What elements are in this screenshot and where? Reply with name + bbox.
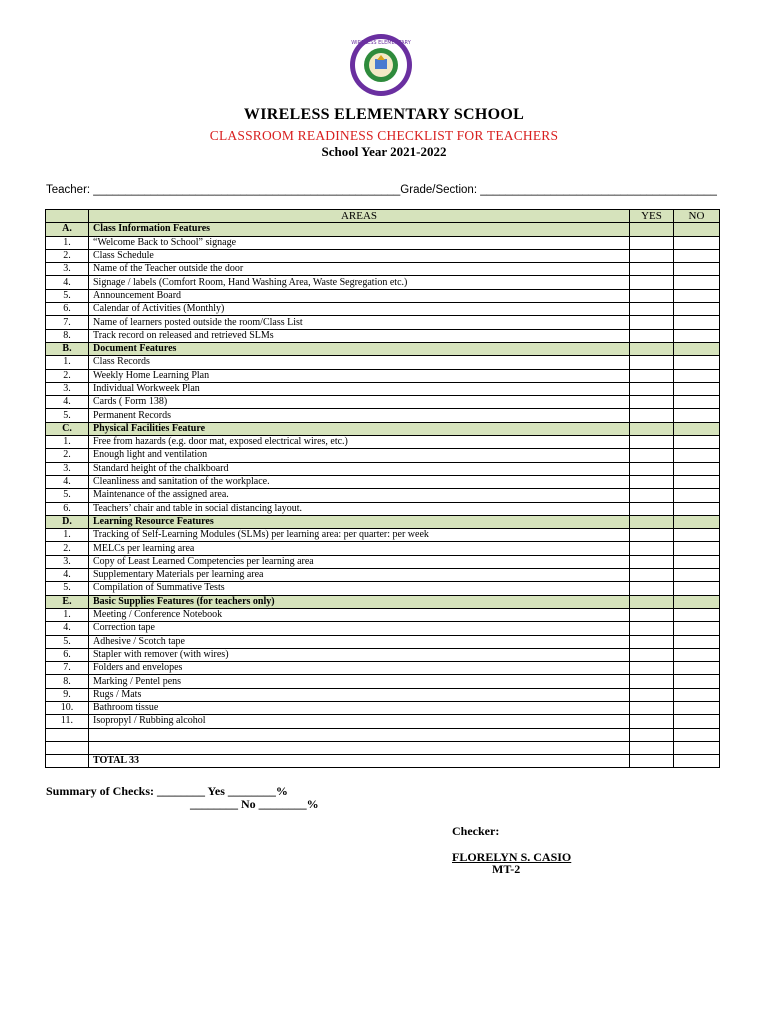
item-number: 4.	[46, 622, 89, 635]
item-number: 9.	[46, 688, 89, 701]
item-label: Compilation of Summative Tests	[89, 582, 630, 595]
yes-checkbox-cell[interactable]	[630, 249, 674, 262]
table-row	[46, 608, 720, 621]
no-checkbox-cell[interactable]	[674, 489, 720, 502]
item-number: 2.	[46, 249, 89, 262]
item-label: Bathroom tissue	[89, 701, 630, 714]
yes-checkbox-cell[interactable]	[630, 409, 674, 422]
table-row	[46, 316, 720, 329]
yes-checkbox-cell[interactable]	[630, 529, 674, 542]
item-number: 4.	[46, 396, 89, 409]
table-row	[46, 475, 720, 488]
table-row	[46, 489, 720, 502]
yes-checkbox-cell	[630, 223, 674, 236]
table-row	[46, 741, 720, 754]
item-label	[89, 728, 630, 741]
school-name: WIRELESS ELEMENTARY SCHOOL	[243, 106, 525, 123]
no-checkbox-cell[interactable]	[674, 289, 720, 302]
no-checkbox-cell[interactable]	[674, 276, 720, 289]
no-checkbox-cell[interactable]	[674, 582, 720, 595]
item-number: 5.	[46, 409, 89, 422]
section-title: Class Information Features	[89, 223, 630, 236]
table-row	[46, 529, 720, 542]
table-row	[46, 409, 720, 422]
checker-label: Checker:	[452, 824, 500, 838]
item-number	[46, 755, 89, 768]
yes-checkbox-cell[interactable]	[630, 688, 674, 701]
no-checkbox-cell	[674, 422, 720, 435]
yes-checkbox-cell[interactable]	[630, 741, 674, 754]
item-label: Class Schedule	[89, 249, 630, 262]
yes-checkbox-cell[interactable]	[630, 701, 674, 714]
item-number: 11.	[46, 715, 89, 728]
no-checkbox-cell[interactable]	[674, 356, 720, 369]
no-checkbox-cell[interactable]	[674, 249, 720, 262]
item-label: Standard height of the chalkboard	[89, 462, 630, 475]
summary-yes-line: Summary of Checks: ________ Yes ________%	[46, 784, 288, 798]
header-num	[46, 210, 89, 223]
table-row	[46, 542, 720, 555]
yes-checkbox-cell[interactable]	[630, 356, 674, 369]
no-checkbox-cell[interactable]	[674, 622, 720, 635]
item-label: MELCs per learning area	[89, 542, 630, 555]
item-label: Track record on released and retrieved SLMs	[89, 329, 630, 342]
yes-checkbox-cell[interactable]	[630, 276, 674, 289]
no-checkbox-cell[interactable]	[674, 396, 720, 409]
no-checkbox-cell[interactable]	[674, 475, 720, 488]
item-number: 7.	[46, 662, 89, 675]
item-number: 2.	[46, 369, 89, 382]
yes-checkbox-cell[interactable]	[630, 263, 674, 276]
item-number: A.	[46, 223, 89, 236]
yes-checkbox-cell[interactable]	[630, 569, 674, 582]
table-row	[46, 356, 720, 369]
yes-checkbox-cell[interactable]	[630, 755, 674, 768]
table-row	[46, 382, 720, 395]
yes-checkbox-cell[interactable]	[630, 675, 674, 688]
yes-checkbox-cell[interactable]	[630, 369, 674, 382]
no-checkbox-cell[interactable]	[674, 462, 720, 475]
table-row	[46, 688, 720, 701]
no-checkbox-cell[interactable]	[674, 329, 720, 342]
item-label: Copy of Least Learned Competencies per learning area	[89, 555, 630, 568]
logo-text: WIRELESS ELEMENTARY	[351, 40, 411, 46]
item-label: Name of learners posted outside the room/Class List	[89, 316, 630, 329]
yes-checkbox-cell	[630, 342, 674, 355]
section-row	[46, 342, 720, 355]
item-label: Weekly Home Learning Plan	[89, 369, 630, 382]
no-checkbox-cell[interactable]	[674, 741, 720, 754]
no-checkbox-cell[interactable]	[674, 755, 720, 768]
checklist-rows	[46, 223, 720, 768]
item-number: 5.	[46, 289, 89, 302]
item-label: Teachers’ chair and table in social distancing layout.	[89, 502, 630, 515]
item-number: 3.	[46, 555, 89, 568]
table-row	[46, 396, 720, 409]
table-header-row	[46, 210, 720, 223]
header-areas: AREAS	[89, 210, 630, 223]
item-label: Free from hazards (e.g. door mat, exposed electrical wires, etc.)	[89, 436, 630, 449]
item-label: Stapler with remover (with wires)	[89, 648, 630, 661]
item-number: B.	[46, 342, 89, 355]
table-row	[46, 582, 720, 595]
item-number: 10.	[46, 701, 89, 714]
item-label: Rugs / Mats	[89, 688, 630, 701]
no-checkbox-cell[interactable]	[674, 316, 720, 329]
item-label: Cards ( Form 138)	[89, 396, 630, 409]
table-row	[46, 569, 720, 582]
table-row	[46, 462, 720, 475]
item-label: Signage / labels (Comfort Room, Hand Washing Area, Waste Segregation etc.)	[89, 276, 630, 289]
item-label: Folders and envelopes	[89, 662, 630, 675]
no-checkbox-cell	[674, 223, 720, 236]
table-row	[46, 329, 720, 342]
item-number: 1.	[46, 608, 89, 621]
item-number: E.	[46, 595, 89, 608]
yes-checkbox-cell[interactable]	[630, 396, 674, 409]
checklist-table	[45, 209, 720, 768]
item-number: 6.	[46, 648, 89, 661]
section-row	[46, 515, 720, 528]
table-row	[46, 289, 720, 302]
no-checkbox-cell[interactable]	[674, 529, 720, 542]
yes-checkbox-cell[interactable]	[630, 635, 674, 648]
header-no: NO	[674, 210, 720, 223]
item-label: Tracking of Self-Learning Modules (SLMs) per learning area: per quarter: per week	[89, 529, 630, 542]
yes-checkbox-cell[interactable]	[630, 329, 674, 342]
no-checkbox-cell[interactable]	[674, 688, 720, 701]
item-number: D.	[46, 515, 89, 528]
item-number: 4.	[46, 475, 89, 488]
item-label: “Welcome Back to School” signage	[89, 236, 630, 249]
item-label: Adhesive / Scotch tape	[89, 635, 630, 648]
yes-checkbox-cell[interactable]	[630, 608, 674, 621]
item-number: 5.	[46, 635, 89, 648]
yes-checkbox-cell[interactable]	[630, 648, 674, 661]
table-row	[46, 662, 720, 675]
item-label: Isopropyl / Rubbing alcohol	[89, 715, 630, 728]
section-row	[46, 422, 720, 435]
item-label: Supplementary Materials per learning area	[89, 569, 630, 582]
section-row	[46, 223, 720, 236]
item-label: Calendar of Activities (Monthly)	[89, 303, 630, 316]
table-row	[46, 249, 720, 262]
school-year: School Year 2021-2022	[321, 144, 447, 159]
item-label: TOTAL 33	[89, 755, 630, 768]
table-row	[46, 622, 720, 635]
item-label: Enough light and ventilation	[89, 449, 630, 462]
table-row	[46, 555, 720, 568]
yes-checkbox-cell[interactable]	[630, 449, 674, 462]
yes-checkbox-cell[interactable]	[630, 462, 674, 475]
item-number: 3.	[46, 263, 89, 276]
table-row	[46, 701, 720, 714]
section-title: Document Features	[89, 342, 630, 355]
table-row	[46, 648, 720, 661]
item-label	[89, 741, 630, 754]
item-number: 8.	[46, 329, 89, 342]
no-checkbox-cell[interactable]	[674, 303, 720, 316]
section-title: Physical Facilities Feature	[89, 422, 630, 435]
item-number: 5.	[46, 582, 89, 595]
table-row	[46, 436, 720, 449]
yes-checkbox-cell[interactable]	[630, 303, 674, 316]
section-title: Basic Supplies Features (for teachers only)	[89, 595, 630, 608]
no-checkbox-cell[interactable]	[674, 263, 720, 276]
no-checkbox-cell[interactable]	[674, 635, 720, 648]
item-number: 1.	[46, 236, 89, 249]
no-checkbox-cell[interactable]	[674, 662, 720, 675]
item-number: 3.	[46, 462, 89, 475]
table-row	[46, 449, 720, 462]
yes-checkbox-cell[interactable]	[630, 316, 674, 329]
table-row	[46, 369, 720, 382]
item-number	[46, 741, 89, 754]
item-number: 1.	[46, 356, 89, 369]
yes-checkbox-cell[interactable]	[630, 622, 674, 635]
yes-checkbox-cell[interactable]	[630, 382, 674, 395]
item-number: 1.	[46, 529, 89, 542]
item-number: 3.	[46, 382, 89, 395]
yes-checkbox-cell[interactable]	[630, 662, 674, 675]
checker-name: FLORELYN S. CASIO	[452, 850, 572, 864]
section-row	[46, 595, 720, 608]
yes-checkbox-cell[interactable]	[630, 236, 674, 249]
no-checkbox-cell[interactable]	[674, 728, 720, 741]
table-row	[46, 303, 720, 316]
item-label: Cleanliness and sanitation of the workplace.	[89, 475, 630, 488]
yes-checkbox-cell[interactable]	[630, 436, 674, 449]
item-number: 1.	[46, 436, 89, 449]
no-checkbox-cell[interactable]	[674, 502, 720, 515]
no-checkbox-cell[interactable]	[674, 715, 720, 728]
no-checkbox-cell	[674, 515, 720, 528]
item-number: 5.	[46, 489, 89, 502]
no-checkbox-cell[interactable]	[674, 449, 720, 462]
no-checkbox-cell[interactable]	[674, 555, 720, 568]
item-number: 7.	[46, 316, 89, 329]
no-checkbox-cell[interactable]	[674, 436, 720, 449]
table-row	[46, 635, 720, 648]
item-number: 2.	[46, 449, 89, 462]
yes-checkbox-cell[interactable]	[630, 715, 674, 728]
item-label: Marking / Pentel pens	[89, 675, 630, 688]
item-label: Class Records	[89, 356, 630, 369]
item-label: Meeting / Conference Notebook	[89, 608, 630, 621]
yes-checkbox-cell[interactable]	[630, 555, 674, 568]
no-checkbox-cell[interactable]	[674, 542, 720, 555]
no-checkbox-cell[interactable]	[674, 675, 720, 688]
checklist-title: CLASSROOM READINESS CHECKLIST FOR TEACHERS	[209, 128, 559, 143]
checker-position: MT-2	[492, 862, 521, 876]
no-checkbox-cell[interactable]	[674, 701, 720, 714]
table-row	[46, 236, 720, 249]
item-number	[46, 728, 89, 741]
table-row	[46, 263, 720, 276]
header-yes: YES	[630, 210, 674, 223]
no-checkbox-cell[interactable]	[674, 648, 720, 661]
item-number: 6.	[46, 502, 89, 515]
teacher-grade-line: Teacher: ________________________________________________Grade/Section: _____________________________________	[46, 184, 717, 196]
total-row	[46, 755, 720, 768]
yes-checkbox-cell[interactable]	[630, 502, 674, 515]
item-number: 4.	[46, 569, 89, 582]
no-checkbox-cell	[674, 342, 720, 355]
yes-checkbox-cell	[630, 595, 674, 608]
item-number: 6.	[46, 303, 89, 316]
yes-checkbox-cell[interactable]	[630, 489, 674, 502]
yes-checkbox-cell[interactable]	[630, 728, 674, 741]
section-title: Learning Resource Features	[89, 515, 630, 528]
no-checkbox-cell[interactable]	[674, 608, 720, 621]
school-logo	[342, 32, 420, 98]
yes-checkbox-cell[interactable]	[630, 542, 674, 555]
item-label: Name of the Teacher outside the door	[89, 263, 630, 276]
no-checkbox-cell[interactable]	[674, 409, 720, 422]
item-label: Permanent Records	[89, 409, 630, 422]
table-row	[46, 728, 720, 741]
table-row	[46, 715, 720, 728]
table-row	[46, 675, 720, 688]
no-checkbox-cell[interactable]	[674, 569, 720, 582]
table-row	[46, 502, 720, 515]
no-checkbox-cell	[674, 595, 720, 608]
no-checkbox-cell[interactable]	[674, 369, 720, 382]
item-number: 2.	[46, 542, 89, 555]
yes-checkbox-cell[interactable]	[630, 289, 674, 302]
no-checkbox-cell[interactable]	[674, 236, 720, 249]
item-label: Maintenance of the assigned area.	[89, 489, 630, 502]
yes-checkbox-cell	[630, 515, 674, 528]
item-number: 8.	[46, 675, 89, 688]
yes-checkbox-cell	[630, 422, 674, 435]
item-number: 4.	[46, 276, 89, 289]
item-number: C.	[46, 422, 89, 435]
item-label: Announcement Board	[89, 289, 630, 302]
table-row	[46, 276, 720, 289]
item-label: Correction tape	[89, 622, 630, 635]
summary-no-line: ________ No ________%	[190, 797, 319, 811]
item-label: Individual Workweek Plan	[89, 382, 630, 395]
no-checkbox-cell[interactable]	[674, 382, 720, 395]
yes-checkbox-cell[interactable]	[630, 582, 674, 595]
yes-checkbox-cell[interactable]	[630, 475, 674, 488]
